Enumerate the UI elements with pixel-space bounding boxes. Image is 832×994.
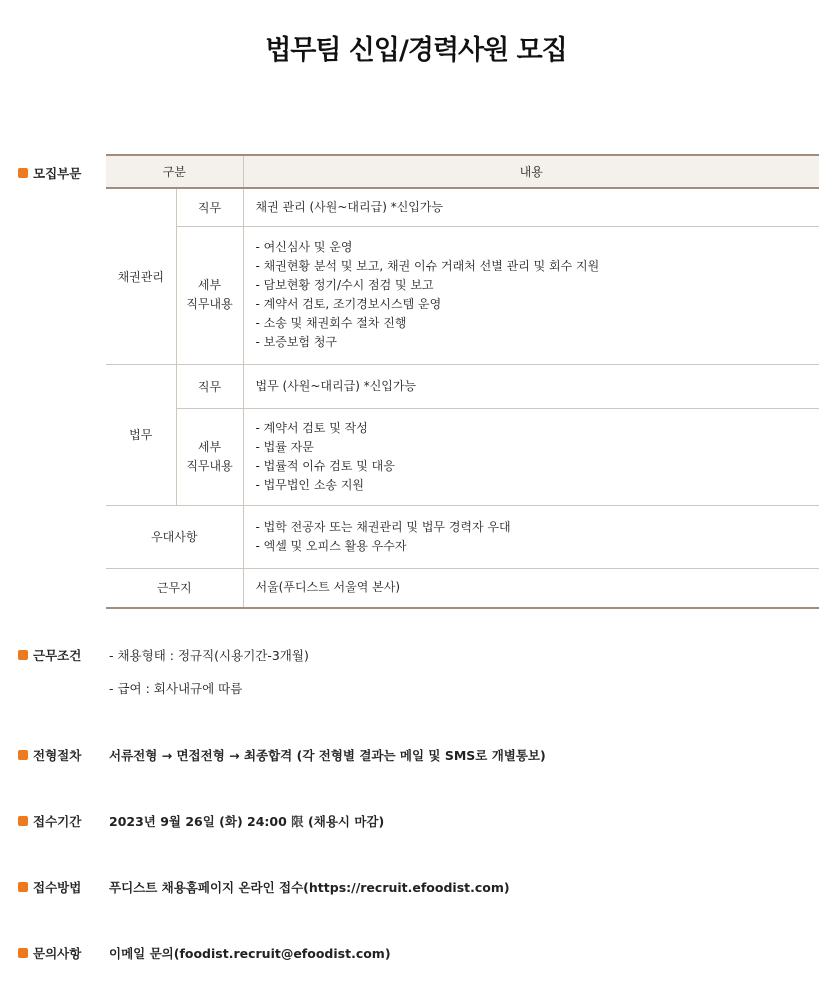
table-row	[106, 408, 819, 505]
table-row	[106, 364, 819, 408]
preference-items	[243, 505, 819, 568]
method-text: 푸디스트 채용홈페이지 온라인 접수(https://recruit.efoodist.com)	[109, 880, 510, 895]
section-label-period	[18, 812, 81, 830]
process-text: 서류전형 → 면접전형 → 최종합격 (각 전형별 결과는 메일 및 SMS로 개별통보)	[109, 748, 546, 763]
debt-duty: 채권 관리 (사원~대리급) *신입가능	[243, 188, 819, 226]
list-item: - 엑셀 및 오피스 활용 우수자	[255, 538, 407, 553]
detail-label	[176, 408, 243, 505]
section-label-contact	[18, 944, 81, 962]
bullet-icon	[18, 816, 28, 826]
category-debt: 채권관리	[106, 188, 176, 364]
legal-duty: 법무 (사원~대리급) *신입가능	[243, 364, 819, 408]
list-item: - 보증보험 청구	[255, 335, 338, 349]
list-item: - 법무법인 소송 지원	[255, 477, 365, 492]
period-kanji: 限	[291, 814, 304, 829]
header-content: 내용	[243, 155, 819, 188]
list-item: - 채권현황 분석 및 보고, 채권 이슈 거래처 선별 관리 및 회수 지원	[255, 259, 600, 273]
bullet-icon	[18, 948, 28, 958]
duty-label: 직무	[176, 188, 243, 226]
category-location: 근무지	[106, 568, 243, 608]
period-date: 2023년 9월 26일 (화) 24:00	[109, 814, 292, 829]
table-row	[106, 188, 819, 226]
category-legal: 법무	[106, 364, 176, 505]
list-item: - 법률 자문	[255, 439, 314, 454]
table-row	[106, 568, 819, 608]
duty-label: 직무	[176, 364, 243, 408]
detail-label-line: 세부	[197, 278, 222, 292]
legal-details	[243, 408, 819, 505]
bullet-icon	[18, 650, 28, 660]
list-item: - 여신심사 및 운영	[255, 240, 353, 254]
bullet-icon	[18, 882, 28, 892]
section-label-recruit	[18, 164, 81, 182]
list-item: - 법률적 이슈 검토 및 대응	[255, 458, 395, 473]
table-row	[106, 505, 819, 568]
detail-label-line: 직무내용	[186, 458, 233, 473]
section-label-text: 모집부문	[33, 166, 82, 181]
condition-salary: - 급여 : 회사내규에 따름	[109, 681, 243, 696]
page-title: 법무팀 신입/경력사원 모집	[265, 35, 567, 66]
section-label-conditions	[18, 646, 81, 664]
section-label-text: 문의사항	[33, 946, 82, 961]
debt-details	[243, 226, 819, 364]
section-label-text: 근무조건	[33, 648, 82, 663]
section-label-method	[18, 878, 81, 896]
period-text	[109, 812, 384, 830]
section-label-text: 접수기간	[33, 814, 82, 829]
list-item: - 소송 및 채권회수 절차 진행	[255, 316, 407, 330]
condition-employment: - 채용형태 : 정규직(시용기간-3개월)	[109, 648, 309, 663]
table-header-row	[106, 155, 819, 188]
section-label-process	[18, 746, 81, 764]
detail-label	[176, 226, 243, 364]
period-note: (채용시 마감)	[303, 814, 385, 829]
header-category: 구분	[106, 155, 243, 188]
section-label-text: 전형절차	[33, 748, 82, 763]
list-item: - 계약서 검토 및 작성	[255, 420, 368, 435]
bullet-icon	[18, 750, 28, 760]
category-preference: 우대사항	[106, 505, 243, 568]
list-item: - 담보현황 정기/수시 점검 및 보고	[255, 278, 434, 292]
list-item: - 법학 전공자 또는 채권관리 및 법무 경력자 우대	[255, 519, 511, 534]
detail-label-line: 직무내용	[186, 297, 233, 311]
recruit-table	[106, 154, 819, 609]
list-item: - 계약서 검토, 조기경보시스템 운영	[255, 297, 442, 311]
contact-text: 이메일 문의(foodist.recruit@efoodist.com)	[109, 946, 391, 961]
bullet-icon	[18, 168, 28, 178]
detail-label-line: 세부	[197, 439, 222, 454]
table-row	[106, 226, 819, 364]
section-label-text: 접수방법	[33, 880, 82, 895]
location-value: 서울(푸디스트 서울역 본사)	[243, 568, 819, 608]
